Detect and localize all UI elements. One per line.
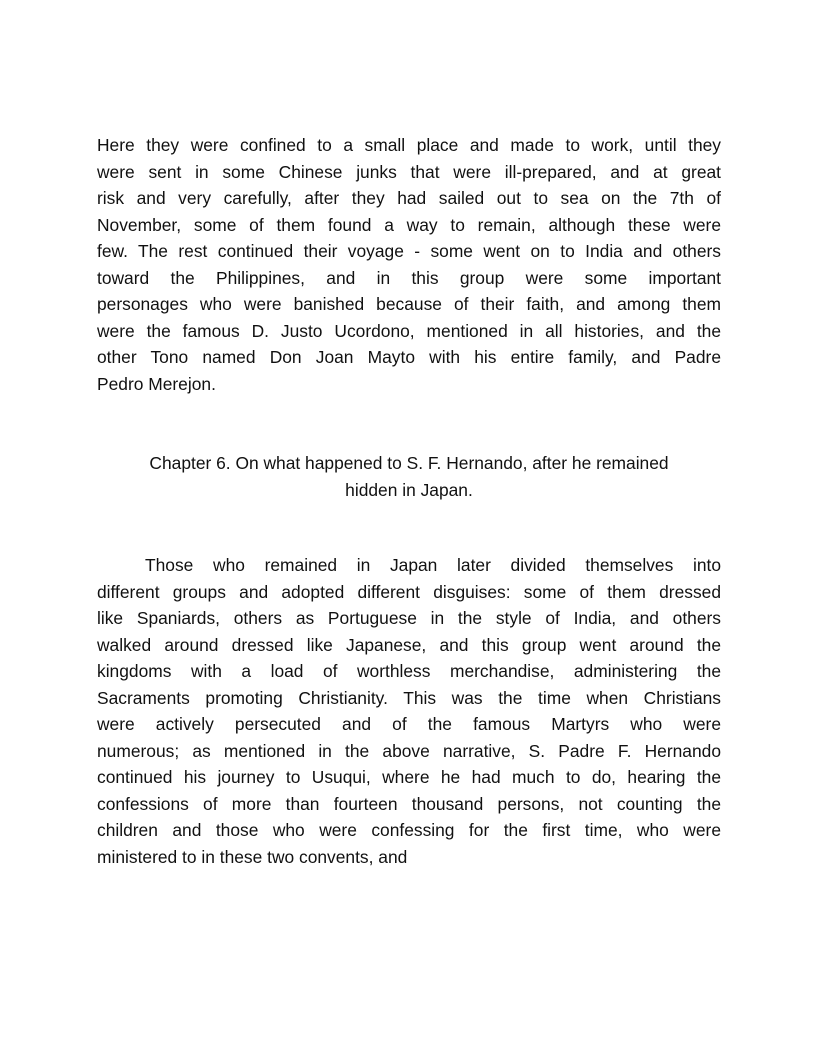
paragraph-1-line: toward the Philippines, and in this group were some important bbox=[97, 267, 721, 288]
chapter-heading bbox=[97, 450, 721, 503]
paragraph-1-line: Pedro Merejon. bbox=[97, 373, 216, 394]
paragraph-2-line: continued his journey to Usuqui, where he had much to do, hearing the bbox=[97, 767, 721, 787]
paragraph-2-line: children and those who were confessing for the first time, who were bbox=[97, 820, 721, 840]
paragraph-2-line: Those who remained in Japan later divided themselves into bbox=[145, 555, 721, 575]
paragraph-1 bbox=[97, 132, 721, 397]
paragraph-2-line: Sacraments promoting Christianity. This was the time when Christians bbox=[97, 687, 721, 708]
paragraph-2-line: like Spaniards, others as Portuguese in the style of India, and others bbox=[97, 608, 721, 628]
paragraph-2-line: confessions of more than fourteen thousand persons, not counting the bbox=[97, 793, 721, 814]
paragraph-1-line: few. The rest continued their voyage - some went on to India and others bbox=[97, 241, 721, 261]
chapter-heading-line: Chapter 6. On what happened to S. F. Hernando, after he remained bbox=[149, 453, 669, 473]
paragraph-2-line: ministered to in these two convents, and bbox=[97, 846, 408, 867]
paragraph-1-line: were the famous D. Justo Ucordono, mentioned in all histories, and the bbox=[97, 320, 721, 341]
paragraph-2-line: walked around dressed like Japanese, and this group went around the bbox=[97, 634, 721, 655]
paragraph-2-line: were actively persecuted and of the famous Martyrs who were bbox=[97, 714, 721, 734]
paragraph-1-line: were sent in some Chinese junks that were ill-prepared, and at great bbox=[97, 161, 721, 182]
paragraph-1-line: Here they were confined to a small place and made to work, until they bbox=[97, 135, 721, 155]
paragraph-1-line: personages who were banished because of their faith, and among them bbox=[97, 294, 721, 314]
paragraph-1-line: November, some of them found a way to remain, although these were bbox=[97, 214, 721, 235]
paragraph-2-line: different groups and adopted different disguises: some of them dressed bbox=[97, 581, 721, 602]
paragraph-2 bbox=[97, 552, 721, 870]
paragraph-2-line: numerous; as mentioned in the above narrative, S. Padre F. Hernando bbox=[97, 740, 721, 761]
paragraph-1-line: risk and very carefully, after they had sailed out to sea on the 7th of bbox=[97, 188, 721, 208]
paragraph-2-line: kingdoms with a load of worthless merchandise, administering the bbox=[97, 661, 721, 681]
paragraph-1-line: other Tono named Don Joan Mayto with his entire family, and Padre bbox=[97, 347, 721, 367]
chapter-heading-line: hidden in Japan. bbox=[345, 479, 473, 500]
